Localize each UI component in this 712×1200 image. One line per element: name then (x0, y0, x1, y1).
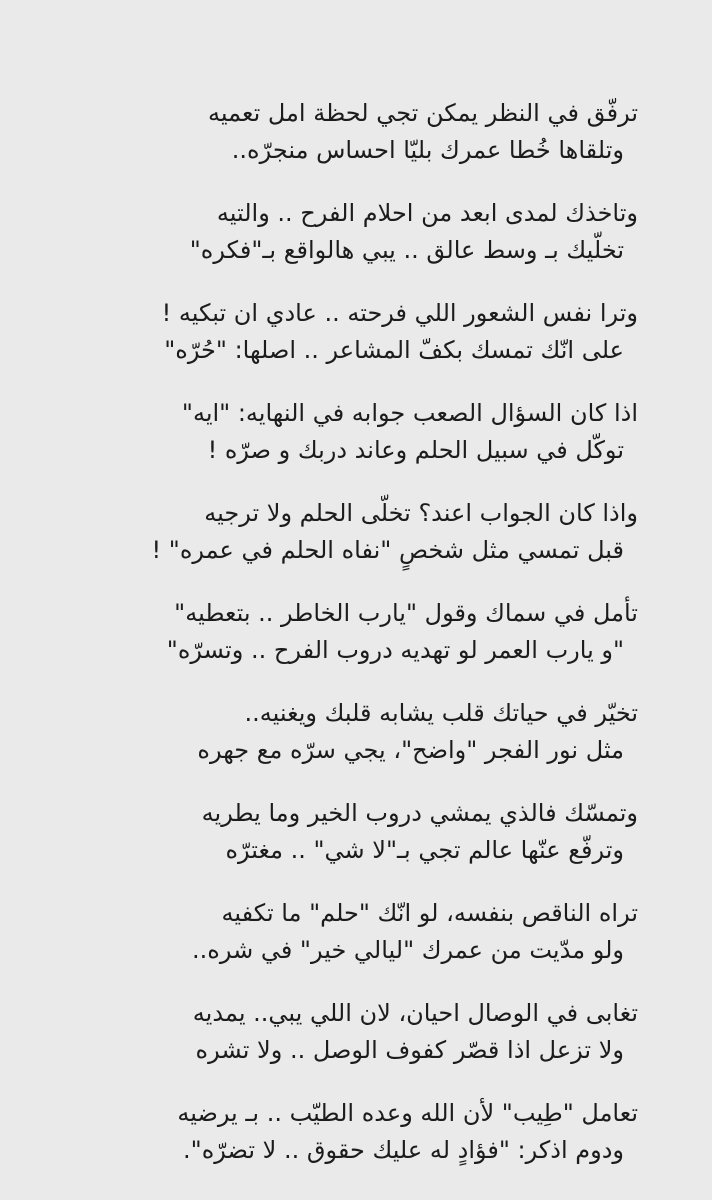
stanza-4 (56, 395, 638, 469)
poem-line: تراه الناقص بنفسه، لو انّك "حلم" ما تكفيه (221, 899, 638, 927)
poem-line: واذا كان الجواب اعند؟ تخلّى الحلم ولا ترجيه (204, 499, 638, 527)
poem-line: ودوم اذكر: "فؤادٍ له عليك حقوق .. لا تضرّه". (183, 1136, 624, 1164)
poem-line: ولا تزعل اذا قصّر كفوف الوصل .. ولا تشره (195, 1036, 624, 1064)
poem-line: وتمسّك فالذي يمشي دروب الخير وما يطريه (201, 799, 638, 827)
stanza-9 (56, 895, 638, 969)
stanza-3 (56, 295, 638, 369)
poem (56, 95, 656, 1169)
poem-line: اذا كان السؤال الصعب جوابه في النهايه: "ايه" (181, 399, 638, 427)
poem-line: "و يارب العمر لو تهديه دروب الفرح .. وتسرّه" (166, 636, 624, 664)
poem-line: تعامل "طِيب" لأن الله وعده الطيّب .. بـ يرضيه (177, 1099, 638, 1127)
stanza-2 (56, 195, 638, 269)
stanza-10 (56, 995, 638, 1069)
stanza-8 (56, 795, 638, 869)
stanza-6 (56, 595, 638, 669)
poem-line: قبل تمسي مثل شخصٍ "نفاه الحلم في عمره" ! (151, 536, 624, 564)
poem-line: وترفّع عنّها عالم تجي بـ"لا شي" .. مغترّه (225, 836, 624, 864)
stanza-11 (56, 1095, 638, 1169)
poem-line: ولو مدّيت من عمرك "ليالي خير" في شره.. (192, 936, 624, 964)
stanza-1 (56, 95, 638, 169)
poem-line: تغابى في الوصال احيان، لان اللي يبي.. يمديه (192, 999, 638, 1027)
poem-line: تأمل في سماك وقول "يارب الخاطر .. بتعطيه" (174, 599, 638, 627)
poem-line: على انّك تمسك بكفّ المشاعر .. اصلها: "حُرّه" (164, 336, 624, 364)
poem-line: ترفّق في النظر يمكن تجي لحظة امل تعميه (208, 99, 638, 127)
poem-line: وتاخذك لمدى ابعد من احلام الفرح .. والتيه (216, 199, 638, 227)
poem-line: وتلقاها خُطا عمرك بليّا احساس منجرّه.. (231, 136, 624, 164)
poem-line: مثل نور الفجر "واضح"، يجي سرّه مع جهره (197, 736, 624, 764)
stanza-7 (56, 695, 638, 769)
poem-line: وترا نفس الشعور اللي فرحته .. عادي ان تبكيه ! (161, 299, 638, 327)
poem-line: تخلّيك بـ وسط عالق .. يبي هالواقع بـ"فكره" (189, 236, 624, 264)
poem-line: تخيّر في حياتك قلب يشابه قلبك ويغنيه.. (244, 699, 638, 727)
stanza-5 (56, 495, 638, 569)
poem-line: توكّل في سبيل الحلم وعاند دربك و صرّه ! (207, 436, 624, 464)
